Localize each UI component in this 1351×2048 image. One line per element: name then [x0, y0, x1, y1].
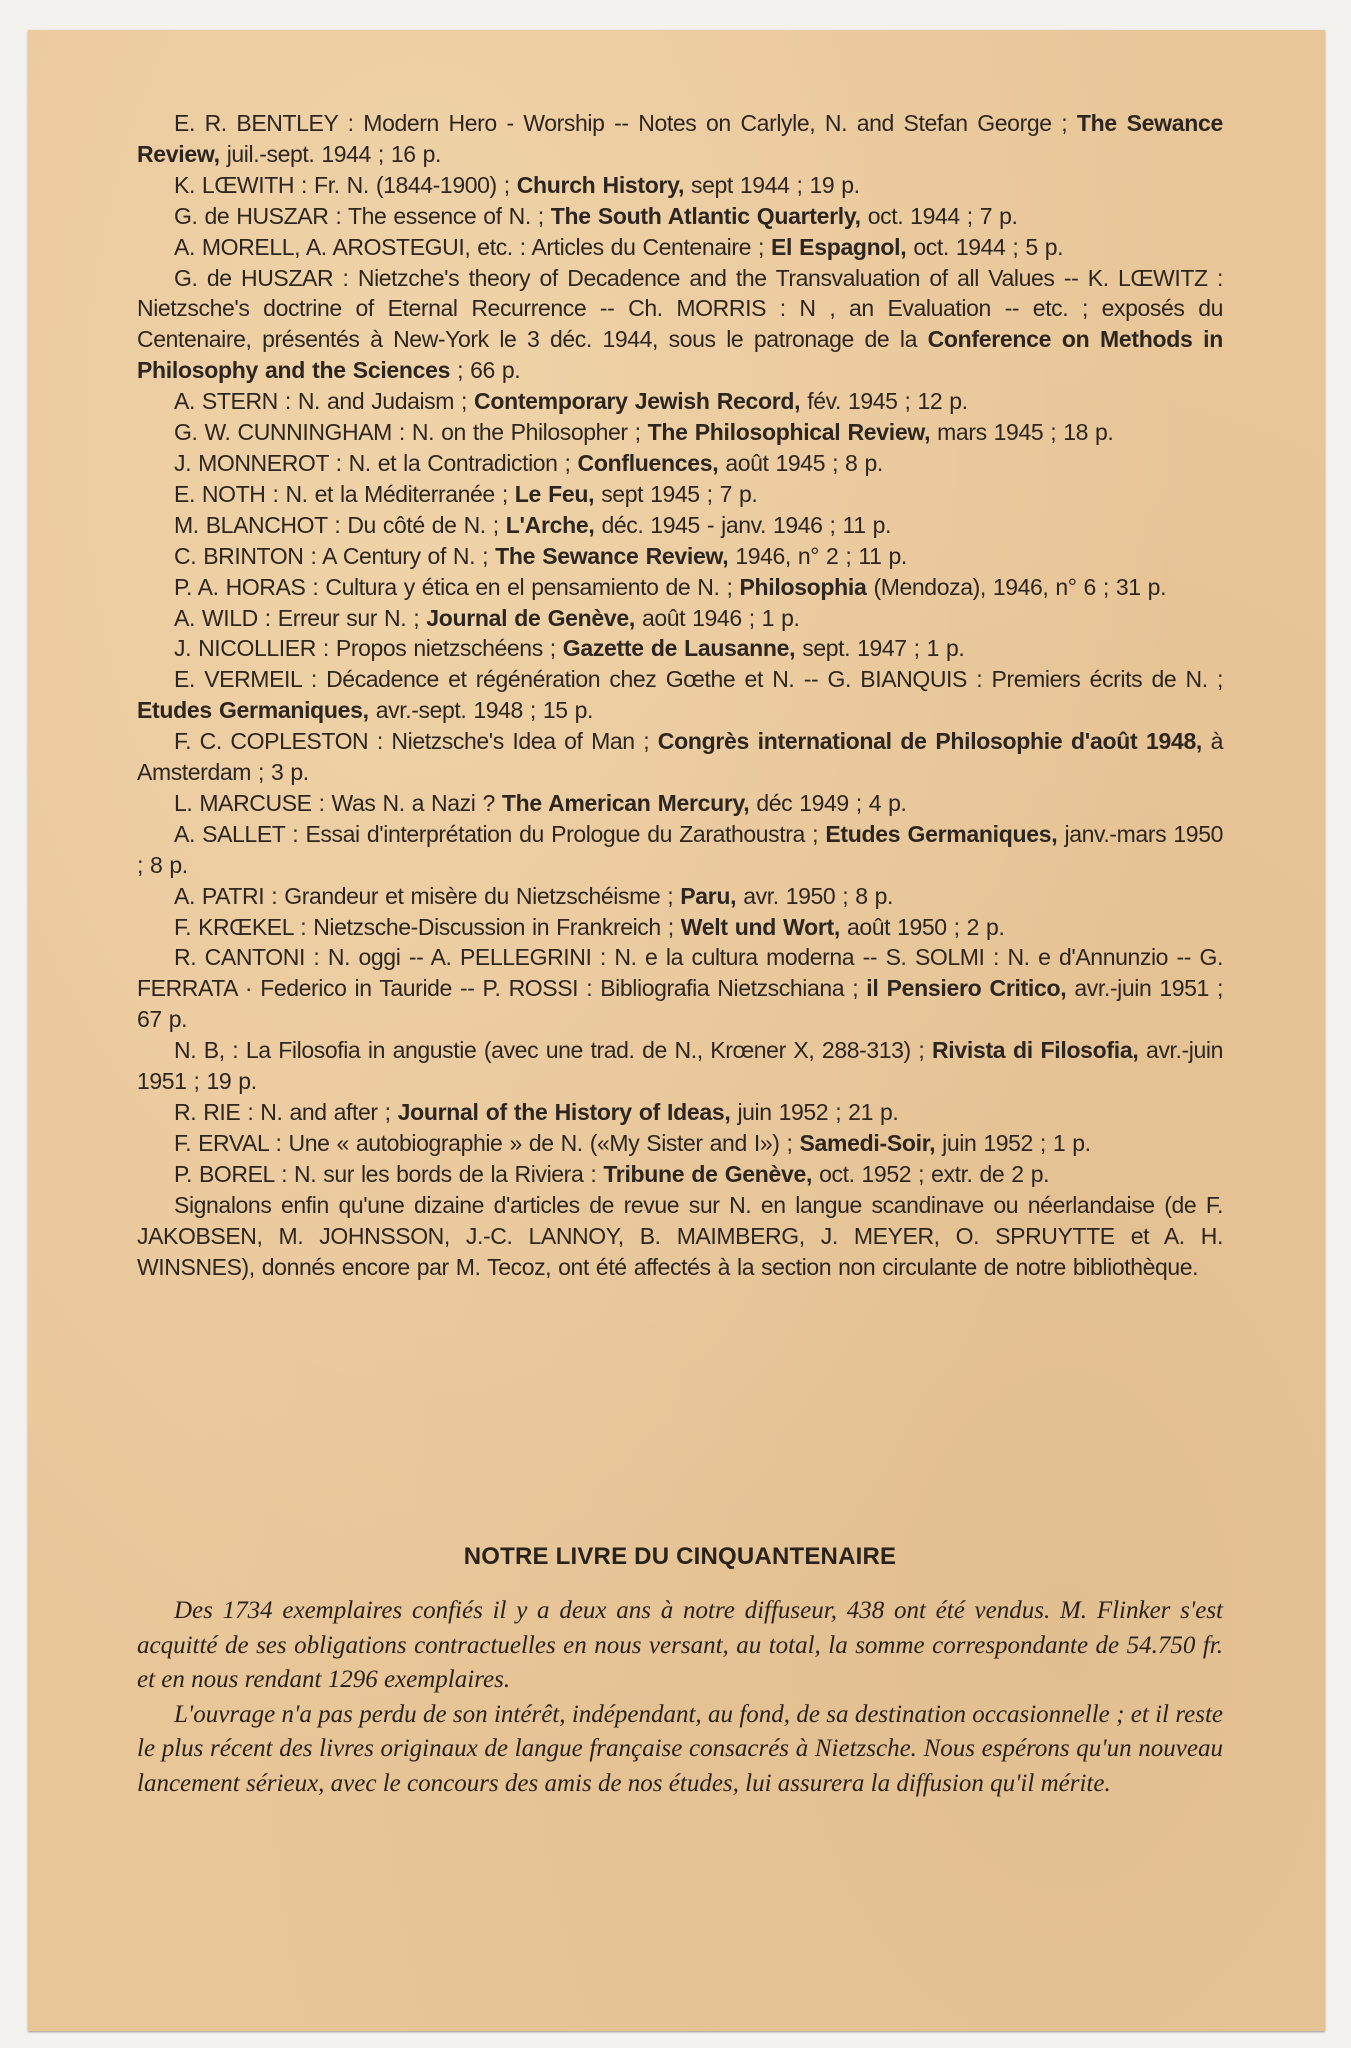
- journal-title: Le Feu,: [514, 480, 595, 507]
- entry-text: M. BLANCHOT : Du côté de N. ;: [174, 511, 506, 538]
- bibliography-entry: [137, 572, 1223, 603]
- entry-text: P. BOREL : N. sur les bords de la Riviera :: [174, 1160, 604, 1187]
- entry-text: F. C. COPLESTON : Nietzsche's Idea of Man ;: [174, 728, 658, 755]
- journal-title: Journal de Genève,: [426, 604, 635, 631]
- bibliography-entry: [137, 603, 1223, 634]
- entry-text: juin 1952 ; 1 p.: [935, 1129, 1091, 1156]
- journal-title: Tribune de Genève,: [603, 1160, 813, 1187]
- entry-text: sept 1945 ; 7 p.: [594, 480, 758, 507]
- entry-text: Signalons enfin qu'une dizaine d'articles de revue sur N. en langue scandinave ou néerlandaise (de F. JAKOBSEN, M. JOHNSSON, J.-C. LANNOY, B. MAIMBERG, J. MEYER, O. SPRUYTTE et A. H. WINSNES), donnés encore par M. Tecoz, ont été affectés à la section non circulante de notre bibliothèque.: [137, 1191, 1223, 1280]
- bibliography-entry: [137, 417, 1223, 448]
- entry-text: A. MORELL, A. AROSTEGUI, etc. : Articles du Centenaire ;: [174, 233, 771, 260]
- bibliography-entry: [137, 541, 1223, 572]
- bibliography-entry: [137, 788, 1223, 819]
- entry-text: A. SALLET : Essai d'interprétation du Prologue du Zarathoustra ;: [174, 820, 826, 847]
- bibliography-entry: [137, 942, 1223, 1035]
- bibliography-entry: [137, 1128, 1223, 1159]
- entry-text: E. NOTH : N. et la Méditerranée ;: [174, 480, 515, 507]
- journal-title: The Sewance Review,: [137, 110, 1223, 167]
- journal-title: il Pensiero Critico,: [866, 975, 1067, 1002]
- journal-title: Gazette de Lausanne,: [562, 635, 796, 662]
- entry-text: sept 1944 ; 19 p.: [684, 171, 860, 198]
- entry-text: 1946, n° 2 ; 11 p.: [728, 542, 907, 569]
- entry-text: avr. 1950 ; 8 p.: [736, 882, 894, 909]
- bibliography-entry: [137, 510, 1223, 541]
- journal-title: Etudes Germaniques,: [137, 697, 369, 724]
- entry-text: N. B, : La Filosofia in angustie (avec une trad. de N., Krœner X, 288-313) ;: [174, 1037, 932, 1064]
- section-body: [137, 1594, 1223, 1801]
- entry-text: R. CANTONI : N. oggi -- A. PELLEGRINI : N. e la cultura moderna -- S. SOLMI : N. e d'Annunzio -- G. FERRATA · Federico in Tauride -- P. ROSSI : Bibliografia Nietzschiana ;: [137, 944, 1223, 1002]
- journal-title: The Philosophical Review,: [647, 419, 931, 446]
- entry-text: août 1946 ; 1 p.: [635, 604, 800, 631]
- section-paragraph: L'ouvrage n'a pas perdu de son intérêt, indépendant, au fond, de sa destination occasionnelle ; et il reste le plus récent des livres originaux de langue française consacrés à Nietzsche. Nous espérons qu'un nouveau lancement sérieux, avec le concours des amis de nos études, lui assurera la diffusion qu'il mérite.: [137, 1700, 1223, 1797]
- bibliography-entry: [137, 1190, 1223, 1283]
- entry-text: K. LŒWITH : Fr. N. (1844-1900) ;: [174, 171, 517, 198]
- journal-title: Philosophia: [739, 573, 867, 600]
- section-heading: NOTRE LIVRE DU CINQUANTENAIRE: [463, 1543, 897, 1570]
- entry-text: A. STERN : N. and Judaism ;: [174, 388, 475, 415]
- section-paragraph: Des 1734 exemplaires confiés il y a deux ans à notre diffuseur, 438 ont été vendus. M. Flinker s'est acquitté de ses obligations contractuelles en nous versant, au total, la somme correspondante de 54.750 fr. et en nous rendant 1296 exemplaires.: [137, 1597, 1223, 1693]
- bibliography-entry: [137, 201, 1223, 232]
- entry-text: A. WILD : Erreur sur N. ;: [174, 604, 427, 631]
- bibliography-entry: [137, 263, 1223, 387]
- journal-title: Welt und Wort,: [680, 913, 840, 940]
- entry-text: août 1950 ; 2 p.: [839, 913, 1005, 940]
- entry-text: avr.-juin 1951 ; 19 p.: [137, 1037, 1223, 1095]
- journal-title: Contemporary Jewish Record,: [474, 388, 801, 415]
- bibliography-entry: [137, 108, 1223, 170]
- entry-text: oct. 1952 ; extr. de 2 p.: [812, 1160, 1050, 1187]
- journal-title: The Sewance Review,: [495, 542, 729, 569]
- bibliography-entry: [137, 726, 1223, 788]
- journal-title: Congrès international de Philosophie d'août 1948,: [657, 728, 1203, 755]
- entry-text: E. R. BENTLEY : Modern Hero - Worship -- Notes on Carlyle, N. and Stefan George ;: [174, 110, 1077, 136]
- entry-text: oct. 1944 ; 7 p.: [860, 202, 1018, 229]
- bibliography-entry: [137, 881, 1223, 912]
- entry-text: avr.-juin 1951 ; 67 p.: [137, 975, 1223, 1033]
- journal-title: Paru,: [680, 882, 737, 909]
- journal-title: L'Arche,: [505, 511, 595, 538]
- entry-text: F. ERVAL : Une « autobiographie » de N. («My Sister and I») ;: [174, 1129, 800, 1156]
- journal-title: The American Mercury,: [501, 789, 750, 816]
- entry-text: F. KRŒKEL : Nietzsche-Discussion in Frankreich ;: [174, 913, 681, 940]
- bibliography-entry: [137, 912, 1223, 943]
- entry-text: déc 1949 ; 4 p.: [749, 789, 907, 816]
- entry-text: août 1945 ; 8 p.: [718, 449, 883, 476]
- entry-text: (Mendoza), 1946, n° 6 ; 31 p.: [866, 573, 1167, 600]
- journal-title: Church History,: [516, 171, 685, 198]
- entry-text: janv.-mars 1950 ; 8 p.: [137, 820, 1223, 878]
- journal-title: The South Atlantic Quarterly,: [550, 202, 861, 229]
- journal-title: El Espagnol,: [770, 233, 907, 260]
- entry-text: P. A. HORAS : Cultura y ética en el pensamiento de N. ;: [174, 573, 740, 600]
- entry-text: J. NICOLLIER : Propos nietzschéens ;: [174, 635, 563, 662]
- bibliography-entry: [137, 633, 1223, 664]
- bibliography-entry: [137, 232, 1223, 263]
- entry-text: à Amsterdam ; 3 p.: [137, 728, 1223, 786]
- entry-text: E. VERMEIL : Décadence et régénération chez Gœthe et N. -- G. BIANQUIS : Premiers écrits de N. ;: [174, 666, 1223, 693]
- bibliography-entry: [137, 170, 1223, 201]
- entry-text: avr.-sept. 1948 ; 15 p.: [368, 697, 594, 724]
- entry-text: fév. 1945 ; 12 p.: [800, 388, 968, 415]
- journal-title: Etudes Germaniques,: [825, 820, 1058, 847]
- bibliography-list: [137, 108, 1223, 1282]
- entry-text: G. de HUSZAR : The essence of N. ;: [174, 202, 551, 229]
- journal-title: Confluences,: [577, 449, 719, 476]
- entry-text: oct. 1944 ; 5 p.: [906, 233, 1064, 260]
- entry-text: L. MARCUSE : Was N. a Nazi ?: [174, 789, 502, 816]
- entry-text: A. PATRI : Grandeur et misère du Nietzschéisme ;: [174, 882, 681, 909]
- entry-text: mars 1945 ; 18 p.: [930, 419, 1114, 446]
- journal-title: Journal of the History of Ideas,: [397, 1099, 731, 1125]
- bibliography-entry: [137, 1035, 1223, 1097]
- entry-text: J. MONNEROT : N. et la Contradiction ;: [174, 449, 578, 476]
- entry-text: juil.-sept. 1944 ; 16 p.: [219, 140, 442, 167]
- bibliography-entry: [137, 448, 1223, 479]
- entry-text: juin 1952 ; 21 p.: [730, 1099, 899, 1125]
- bibliography-entry: [137, 1097, 1223, 1128]
- entry-text: sept. 1947 ; 1 p.: [795, 635, 965, 662]
- entry-text: R. RIE : N. and after ;: [174, 1099, 398, 1125]
- bibliography-entry: [137, 1159, 1223, 1190]
- entry-text: G. de HUSZAR : Nietzche's theory of Decadence and the Transvaluation of all Values -- K. LŒWITZ : Nietzsche's doctrine of Eternal Recurrence -- Ch. MORRIS : N , an Evaluation -- etc. ; exposés du Centenaire, présentés à New-York le 3 déc. 1944, sous le patronage de la: [137, 264, 1223, 353]
- bibliography-entry: [137, 386, 1223, 417]
- journal-title: Conference on Methods in Philosophy and the Sciences: [137, 326, 1224, 384]
- entry-text: C. BRINTON : A Century of N. ;: [174, 542, 496, 569]
- bibliography-entry: [137, 479, 1223, 510]
- bibliography-entry: [137, 819, 1223, 881]
- entry-text: G. W. CUNNINGHAM : N. on the Philosopher ;: [174, 419, 648, 446]
- entry-text: déc. 1945 - janv. 1946 ; 11 p.: [594, 511, 891, 538]
- journal-title: Rivista di Filosofia,: [931, 1037, 1139, 1064]
- entry-text: ; 66 p.: [450, 357, 521, 384]
- journal-title: Samedi-Soir,: [799, 1129, 936, 1156]
- bibliography-entry: [137, 664, 1223, 726]
